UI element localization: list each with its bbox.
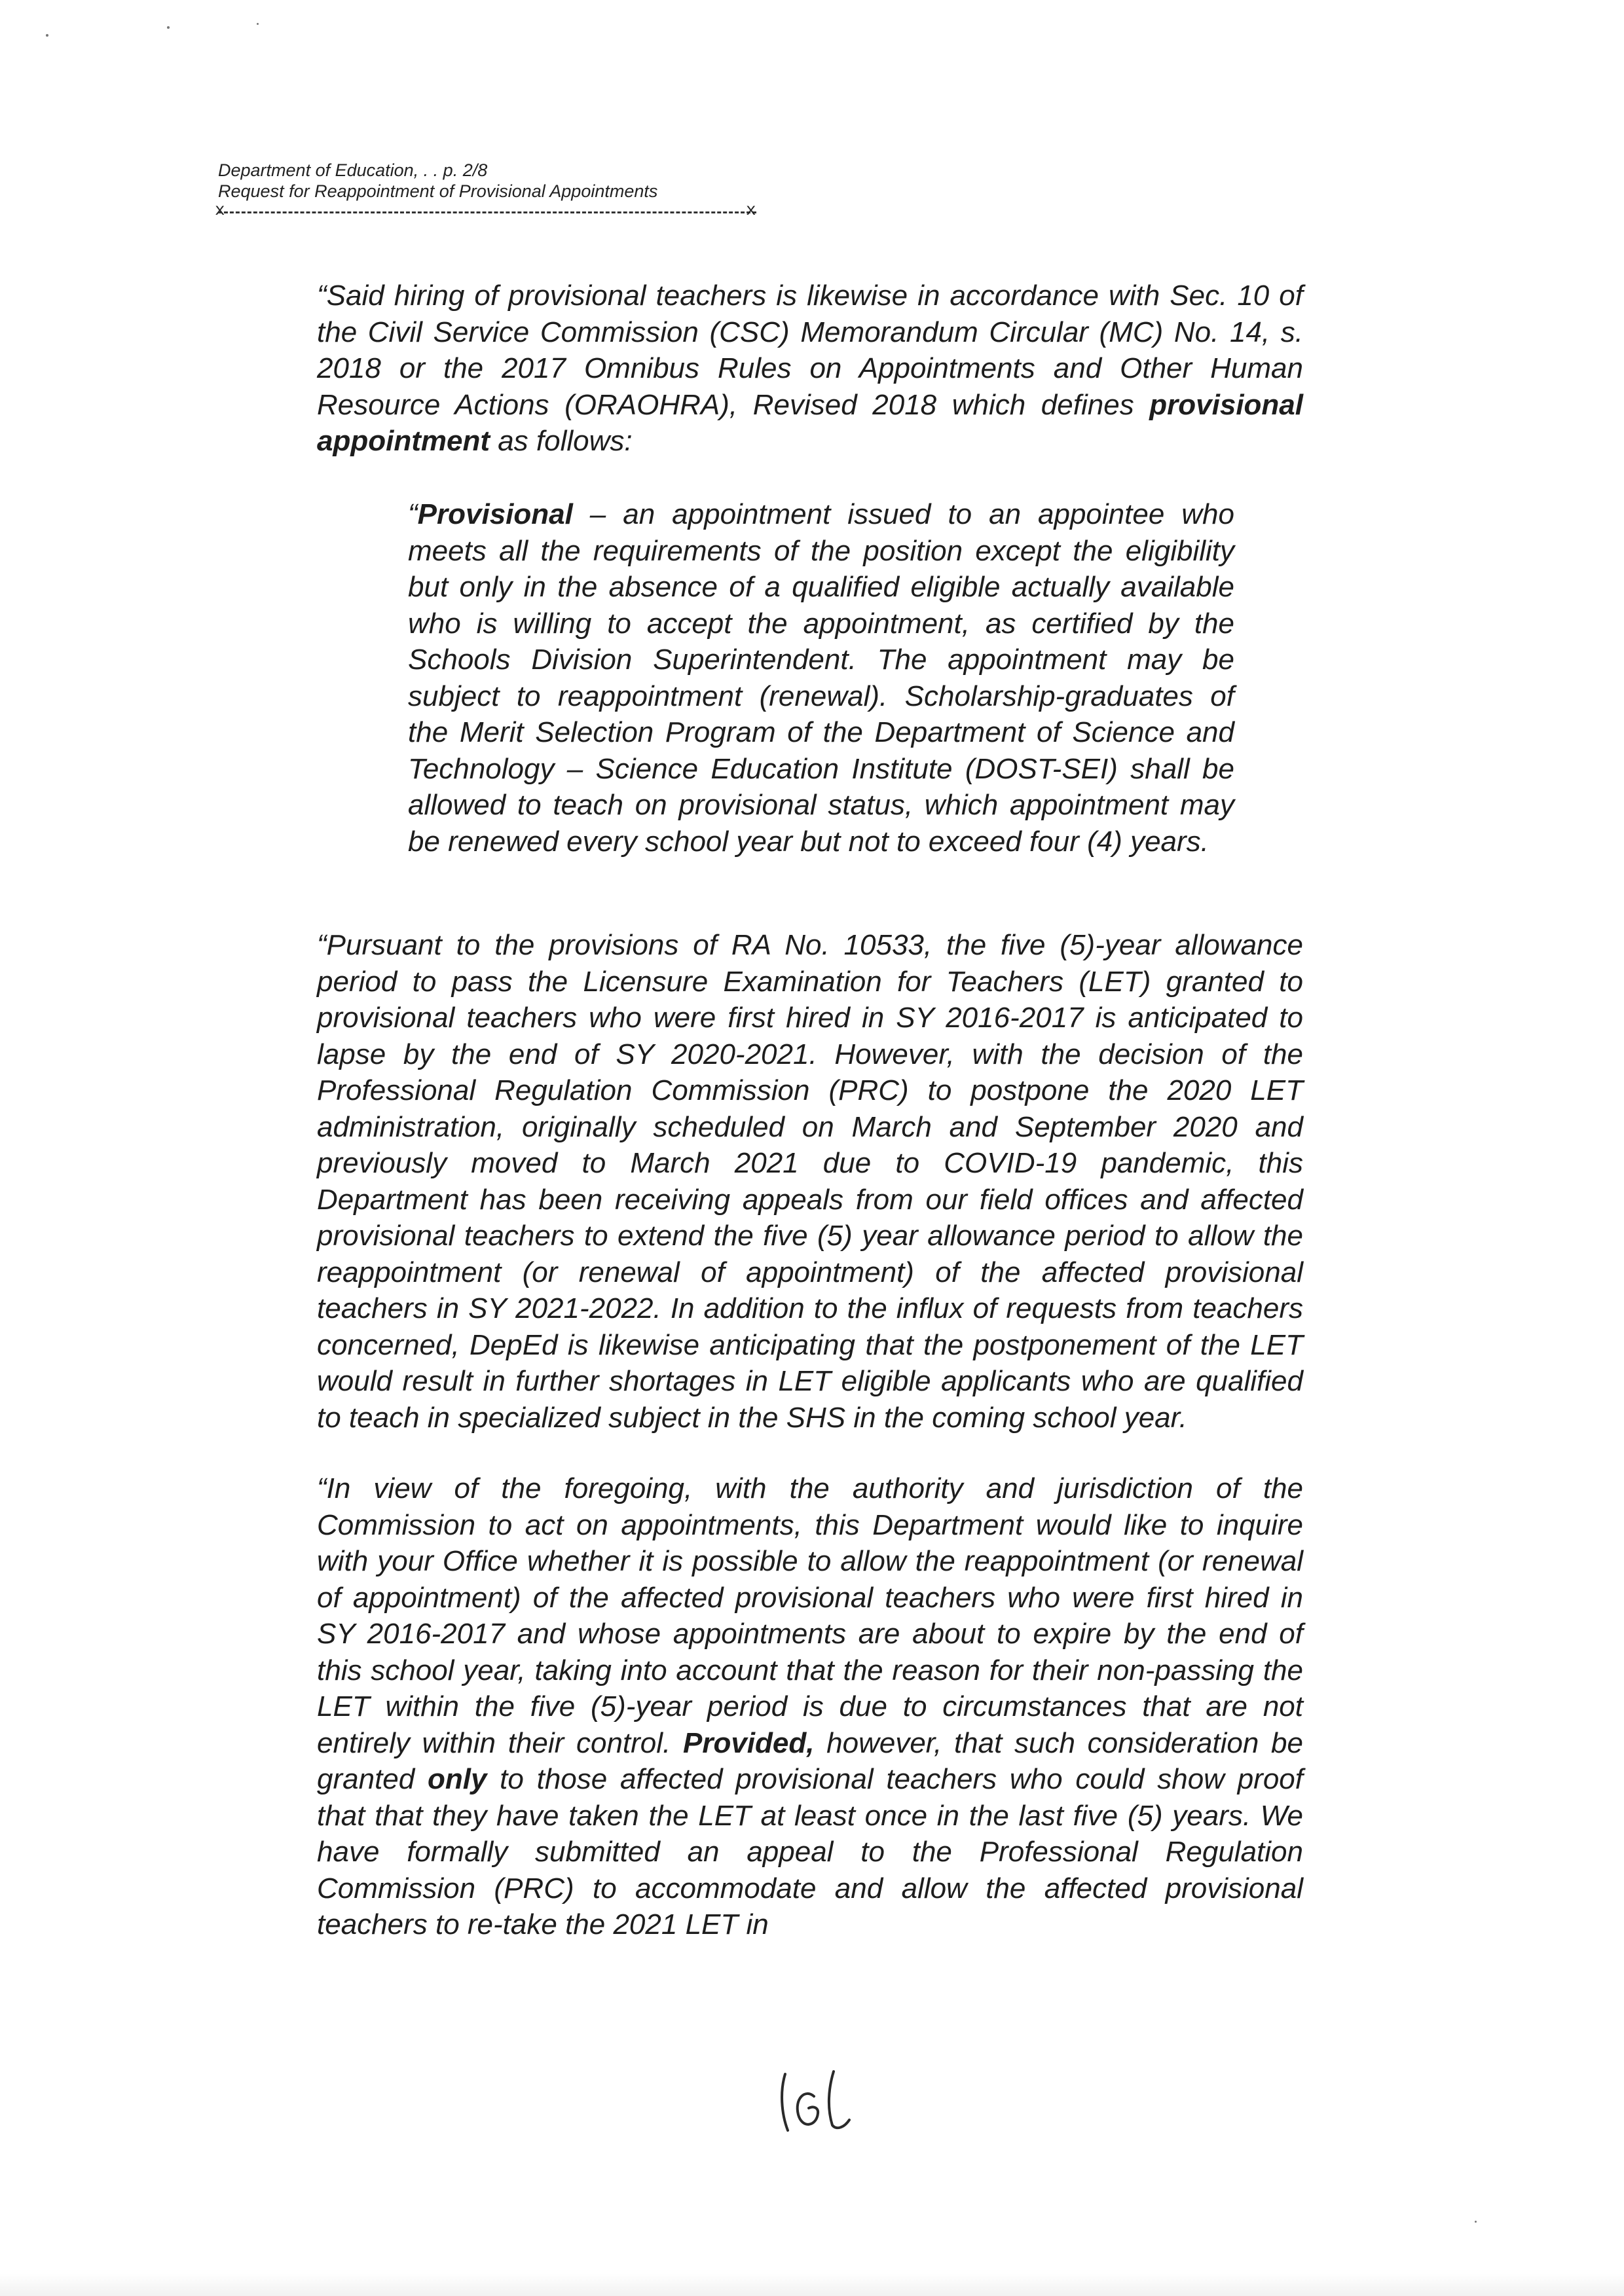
para3-bold-only: only [427, 1763, 487, 1795]
paragraph-request [317, 1470, 1303, 1943]
running-header [218, 160, 657, 202]
paragraph-csc-circular [317, 278, 1303, 460]
scan-speck [167, 26, 170, 29]
quote-open-mark: “ [408, 498, 418, 530]
quote-bold-term: Provisional [417, 498, 573, 530]
para1-text-2: as follows: [489, 425, 633, 457]
para3-bold-provided: Provided, [682, 1726, 815, 1759]
para1-text-1: “Said hiring of provisional teachers is likewise in accordance with Sec. 10 of the Civil Service Commission (CSC) Memorandum Circular (MC) No. 14, s. 2018 or the 2017 Omnibus Rules on Appointments and Other Human Resource Actions (ORAOHRA), Revised 2018 which defines [317, 280, 1303, 421]
scan-speck [46, 34, 48, 37]
quote-text: – an appointment issued to an appointee who meets all the requirements of the position except the eligibility but only in the absence of a qualified eligible actually available who is willing to accept the appointment, as certified by the Schools Division Superintendent. The appointment may be subject to reappointment (renewal). Scholarship-graduates of the Merit Selection Program of the Department of Science and Technology – Science Education Institute (DOST-SEI) shall be allowed to teach on provisional status, which appointment may be renewed every school year but not to exceed four (4) years. [408, 498, 1234, 858]
header-dashed-rule [218, 211, 756, 213]
para3-text-1: “In view of the foregoing, with the authority and jurisdiction of the Commission to act on appointments, this Department would like to inquire with your Office whether it is possible to allow the reappointment (or renewal of appointment) of the affected provisional teachers who were first hired in SY 2016-2017 and whose appointments are about to expire by the end of this school year, taking into account that the reason for their non-passing the LET within the five (5)-year period is due to circumstances that are not entirely within their control. [317, 1472, 1303, 1759]
handwritten-initials [776, 2062, 861, 2141]
header-line-2: Request for Reappointment of Provisional Appointments [218, 181, 658, 201]
header-rule-start: x [215, 200, 225, 220]
para3-text-2: however, that such consideration be granted [317, 1726, 1303, 1795]
header-line-1: Department of Education, . . p. 2/8 [218, 160, 488, 180]
scan-speck [257, 23, 259, 25]
paragraph-ra-10533: “Pursuant to the provisions of RA No. 10533, the five (5)-year allowance period to pass the Licensure Examination for Teachers (LET) granted to provisional teachers who were first hired in SY 2016-2017 is anticipated to lapse by the end of SY 2020-2021. However, with the decision of the Professional Regulation Commission (PRC) to postpone the 2020 LET administration, originally scheduled on March and September 2020 and previously moved to March 2021 due to COVID-19 pandemic, this Department has been receiving appeals from our field offices and affected provisional teachers to extend the five (5) year allowance period to allow the reappointment (or renewal of appointment) of the affected provisional teachers in SY 2021-2022. In addition to the influx of requests from teachers concerned, DepEd is likewise anticipating that the postponement of the LET would result in further shortages in LET eligible applicants who are qualified to teach in specialized subject in the SHS in the coming school year. [317, 929, 1303, 1434]
header-rule-end: x [746, 200, 756, 220]
para3-text-3: to those affected provisional teachers who could show proof that that they have taken the LET at least once in the last five (5) years. We have formally submitted an appeal to the Professional Regulation Commission (PRC) to accommodate and allow the affected provisional teachers to re-take the 2021 LET in [317, 1763, 1303, 1941]
para1-bold-term: provisional appointment [317, 388, 1303, 457]
block-quote-provisional-definition [408, 496, 1234, 860]
scan-bottom-edge [0, 2273, 1624, 2296]
scan-speck [1475, 2221, 1477, 2223]
